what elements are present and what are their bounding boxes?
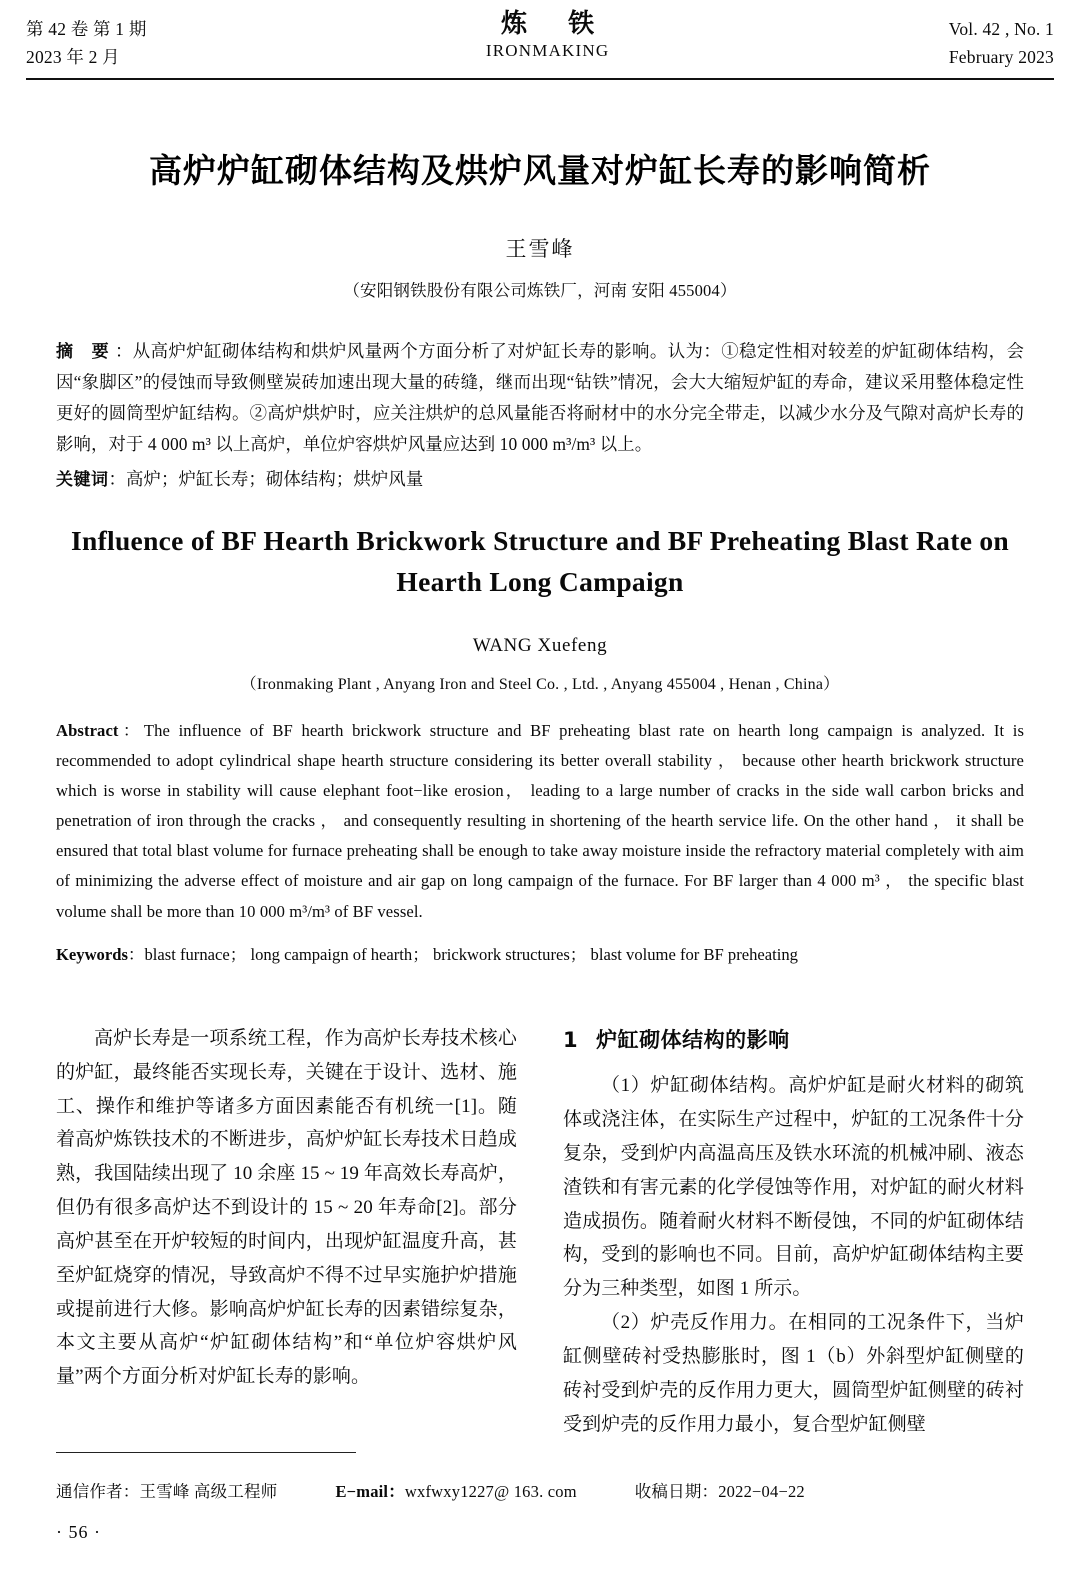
keywords-cn xyxy=(56,464,1024,495)
body-columns xyxy=(56,1022,1024,1435)
abstract-en-label: Abstract xyxy=(56,720,119,740)
page-number: · 56 · xyxy=(56,1522,101,1542)
abstract-cn-text: ：从高炉炉缸砌体结构和烘炉风量两个方面分析了对炉缸长寿的影响。认为：①稳定性相对较差的炉缸砌体结构，会因“象脚区”的侵蚀而导致侧壁炭砖加速出现大量的砖缝，继而出现“钻铁”情况，会大大缩短炉缸的寿命，建议采用整体稳定性更好的圆筒型炉缸结构。②高炉烘炉时，应关注烘炉的总风量能否将耐材中的水分完全带走，以减少水分及气隙对高炉长寿的影响，对于 4 000 m³ 以上高炉，单位炉容烘炉风量应达到 10 000 m³/m³ 以上。 xyxy=(56,341,1025,455)
author-en: WANG Xuefeng xyxy=(472,634,608,656)
affiliation-en: （Ironmaking Plant , Anyang Iron and Steel Co. , Ltd. , Anyang 455004 , Henan , China） xyxy=(240,675,840,693)
body-column-right xyxy=(563,1022,1024,1435)
section-heading xyxy=(563,1022,1024,1059)
email-label: E−mail： xyxy=(335,1482,405,1501)
keywords-en xyxy=(56,940,1024,970)
abstract-cn xyxy=(56,336,1024,495)
abstract-cn-label: 摘 要 xyxy=(56,342,115,362)
email-value: wxfwxy1227@ 163. com xyxy=(404,1482,577,1501)
abstract-en xyxy=(56,716,1024,927)
keywords-en-label: Keywords xyxy=(56,944,128,964)
keywords-cn-label: 关键词 xyxy=(56,470,109,491)
affiliation-cn: （安阳钢铁股份有限公司炼铁厂，河南 安阳 455004） xyxy=(343,280,737,300)
date-en: February 2023 xyxy=(948,47,1054,68)
english-block xyxy=(56,520,1024,970)
section-number: 1 xyxy=(563,1028,579,1052)
date-cn: 2023 年 2 月 xyxy=(26,47,120,68)
volume-issue-en: Vol. 42 , No. 1 xyxy=(948,19,1054,39)
received-date xyxy=(635,1478,805,1502)
received-date-value: 2022−04−22 xyxy=(718,1482,805,1501)
email-field xyxy=(335,1478,576,1502)
journal-name-cn: 炼 铁 xyxy=(501,9,611,39)
corresponding-author-value: 王雪峰 高级工程师 xyxy=(139,1482,278,1501)
masthead-right xyxy=(949,12,1054,72)
body-paragraph: 高炉长寿是一项系统工程，作为高炉长寿技术核心的炉缸，最终能否实现长寿，关键在于设计、选材、施工、操作和维护等诸多方面因素能否有机统一[1]。随着高炉炼铁技术的不断进步，高炉炉缸长寿技术日趋成熟，我国陆续出现了 10 余座 15 ~ 19 年高效长寿高炉，但仍有很多高炉达不到设计的 15 ~ 20 年寿命[2]。部分高炉甚至在开炉较短的时间内，出现炉缸温度升高，甚至炉缸烧穿的情况，导致高炉不得不过早实施护炉措施或提前进行大修。影响高炉炉缸长寿的因素错综复杂，本文主要从高炉“炉缸砌体结构”和“单位炉容烘炉风量”两个方面分析对炉缸长寿的影响。 xyxy=(56,1028,517,1388)
title-block xyxy=(70,150,1010,301)
journal-name-en: IRONMAKING xyxy=(485,40,610,60)
keywords-en-text: ：blast furnace； long campaign of hearth； brickwork structures； blast volume for BF preheating xyxy=(127,944,798,964)
corresponding-author xyxy=(56,1478,277,1502)
footer-note xyxy=(56,1478,1024,1502)
journal-logo xyxy=(147,10,949,61)
corresponding-author-label: 通信作者： xyxy=(56,1482,140,1501)
abstract-en-text: ：The influence of BF hearth brickwork structure and BF preheating blast rate on hearth long campaign is analyzed. It is recommended to adopt cylindrical shape hearth structure considering its better overall stability ， because other hearth brickwork structure which is worse in stability will cause elephant foot−like erosion， leading to a large number of cracks in the side wall carbon bricks and penetration of iron through the cracks ， and consequently resulting in shortening of the hearth service life. On the other hand ， it shall be ensured that total blast volume for furnace preheating shall be enough to take away moisture inside the refractory material completely with aim of minimizing the adverse effect of moisture and air gap on long campaign of the furnace. For BF larger than 4 000 m³ ， the specific blast volume shall be more than 10 000 m³/m³ of BF vessel. xyxy=(56,720,1024,921)
body-paragraph: （1）炉缸砌体结构。高炉炉缸是耐火材料的砌筑体或浇注体，在实际生产过程中，炉缸的工况条件十分复杂，受到炉内高温高压及铁水环流的机械冲刷、液态渣铁和有害元素的化学侵蚀等作用，对炉缸的耐火材料造成损伤。随着耐火材料不断侵蚀，不同的炉缸砌体结构，受到的影响也不同。目前，高炉炉缸砌体结构主要分为三种类型，如图 1 所示。 xyxy=(563,1075,1024,1300)
volume-issue-cn: 第 42 卷 第 1 期 xyxy=(26,19,147,39)
masthead-left xyxy=(26,12,147,72)
body-column-left xyxy=(56,1022,517,1412)
author-cn: 王雪峰 xyxy=(505,236,575,261)
body-paragraph: （2）炉壳反作用力。在相同的工况条件下，当炉缸侧壁砖衬受热膨胀时，图 1（b）外斜型炉缸侧壁的砖衬受到炉壳的反作用力更大，圆筒型炉缸侧壁的砖衬受到炉壳的反作用力最小，复合型炉缸侧壁 xyxy=(563,1312,1024,1435)
page-title-en: Influence of BF Hearth Brickwork Structure and BF Preheating Blast Rate on Hearth Long Campaign xyxy=(70,525,1010,598)
page-title-cn: 高炉炉缸砌体结构及烘炉风量对炉缸长寿的影响简析 xyxy=(149,151,931,190)
keywords-cn-text: ：高炉；炉缸长寿；砌体结构；烘炉风量 xyxy=(108,469,424,490)
section-title: 炉缸砌体结构的影响 xyxy=(596,1028,790,1052)
received-date-label: 收稿日期： xyxy=(634,1482,719,1501)
footer-divider xyxy=(56,1452,356,1453)
header-divider xyxy=(26,78,1054,80)
masthead xyxy=(26,9,1054,74)
